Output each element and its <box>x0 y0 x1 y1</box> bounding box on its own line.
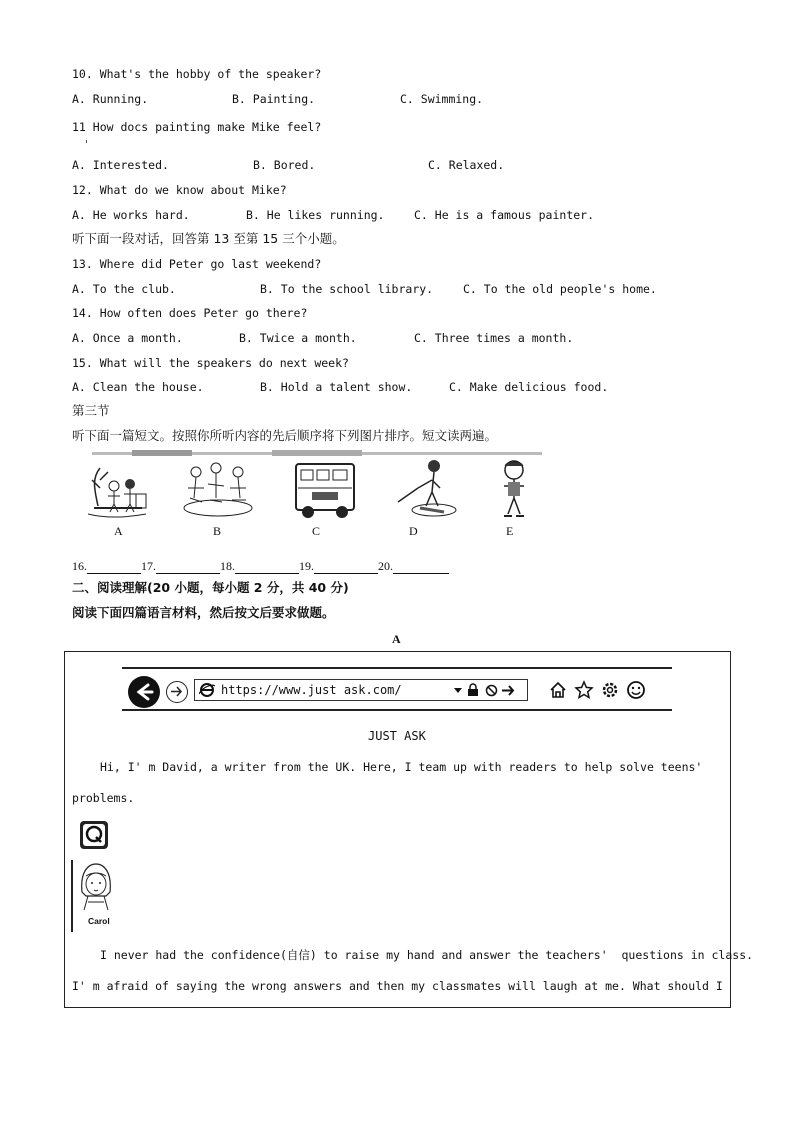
part-2-instruction: 阅读下面四篇语言材料，然后按文后要求做题。 <box>72 605 335 620</box>
q12-option-c: C. He is a famous painter. <box>414 208 595 222</box>
question-15: 15. What will the speakers do next week? <box>72 356 349 370</box>
question-12: 12. What do we know about Mike? <box>72 183 287 197</box>
arrow-right-icon <box>167 682 186 701</box>
smiley-icon[interactable] <box>626 680 646 700</box>
stop-icon[interactable] <box>485 684 498 697</box>
carol-avatar <box>78 862 114 914</box>
picture-d-label: D <box>409 524 418 538</box>
intro-line-1: Hi, I' m David, a writer from the UK. Here, I team up with readers to help solve teens' <box>100 760 703 774</box>
lock-icon <box>467 683 479 697</box>
q14-option-b: B. Twice a month. <box>239 331 357 345</box>
q11-option-a: A. Interested. <box>72 158 169 172</box>
home-icon[interactable] <box>548 680 568 700</box>
blank-label-17: 17. <box>141 559 156 573</box>
section-3-instruction: 听下面一篇短文。按照你所听内容的先后顺序将下列图片排序。短文读两遍。 <box>72 428 498 443</box>
question-13: 13. Where did Peter go last weekend? <box>72 257 322 271</box>
carol-side-rule <box>71 860 73 932</box>
answer-blank-17[interactable] <box>156 561 220 574</box>
answer-blanks <box>72 559 449 574</box>
picture-e-label: E <box>506 524 514 538</box>
browser-top-rule <box>122 667 672 669</box>
picture-c-bus <box>292 458 360 522</box>
picture-a-garden-illustration <box>84 458 150 524</box>
q15-option-b: B. Hold a talent show. <box>260 380 413 394</box>
carol-line-1: I never had the confidence(自信) to raise my hand and answer the teachers' questions in class. <box>100 948 754 962</box>
faded-text-strip <box>92 448 542 458</box>
picture-b-people-sitting <box>182 458 254 520</box>
url-text: https://www.just ask.com/ <box>221 683 402 697</box>
intro-line-2: problems. <box>72 791 135 805</box>
q10-option-c: C. Swimming. <box>400 92 484 106</box>
passage-letter: A <box>392 632 401 646</box>
q10-option-a: A. Running. <box>72 92 149 106</box>
q13-option-a: A. To the club. <box>72 282 176 296</box>
dialog-instruction: 听下面一段对话，回答第 13 至第 15 三个小题。 <box>72 231 345 246</box>
q11-option-c: C. Relaxed. <box>428 158 505 172</box>
picture-d-girl-sweeping <box>390 458 460 520</box>
back-button[interactable] <box>128 676 160 708</box>
q13-option-b: B. To the school library. <box>260 282 434 296</box>
answer-blank-16[interactable] <box>87 561 141 574</box>
browser-bar <box>124 672 674 710</box>
q11-option-b: B. Bored. <box>253 158 316 172</box>
blank-label-16: 16. <box>72 559 87 573</box>
part-2-title: 二、阅读理解(20 小题，每小题 2 分，共 40 分) <box>72 580 349 595</box>
answer-blank-19[interactable] <box>314 561 378 574</box>
question-14: 14. How often does Peter go there? <box>72 306 308 320</box>
picture-a-label: A <box>114 524 123 538</box>
star-icon[interactable] <box>574 680 594 700</box>
blank-label-18: 18. <box>220 559 235 573</box>
q15-option-a: A. Clean the house. <box>72 380 204 394</box>
address-bar[interactable] <box>194 679 528 701</box>
passage-title: JUST ASK <box>368 729 426 743</box>
section-3-title: 第三节 <box>72 403 110 418</box>
question-q-icon <box>79 820 109 850</box>
q14-option-c: C. Three times a month. <box>414 331 574 345</box>
q14-option-a: A. Once a month. <box>72 331 183 345</box>
forward-button[interactable] <box>166 681 188 703</box>
answer-blank-20[interactable] <box>393 561 449 574</box>
q15-option-c: C. Make delicious food. <box>449 380 609 394</box>
q10-option-b: B. Painting. <box>232 92 316 106</box>
answer-blank-18[interactable] <box>235 561 299 574</box>
dropdown-arrow-icon[interactable] <box>453 686 463 694</box>
question-10: 10. What's the hobby of the speaker? <box>72 67 322 81</box>
blank-label-19: 19. <box>299 559 314 573</box>
carol-line-2: I' m afraid of saying the wrong answers and then my classmates will laugh at me. What should I <box>72 979 723 993</box>
browser-logo-icon <box>199 682 215 698</box>
go-arrow-icon[interactable] <box>501 684 515 697</box>
q12-option-b: B. He likes running. <box>246 208 385 222</box>
picture-e-boy-standing <box>492 458 536 522</box>
arrow-left-icon <box>128 676 160 708</box>
q12-option-a: A. He works hard. <box>72 208 190 222</box>
picture-b-label: B <box>213 524 222 538</box>
gear-icon[interactable] <box>600 680 620 700</box>
stray-mark <box>86 140 87 143</box>
picture-c-label: C <box>312 524 321 538</box>
question-11: 11 How docs painting make Mike feel? <box>72 120 322 134</box>
blank-label-20: 20. <box>378 559 393 573</box>
carol-label: Carol <box>88 916 110 926</box>
q13-option-c: C. To the old people's home. <box>463 282 657 296</box>
